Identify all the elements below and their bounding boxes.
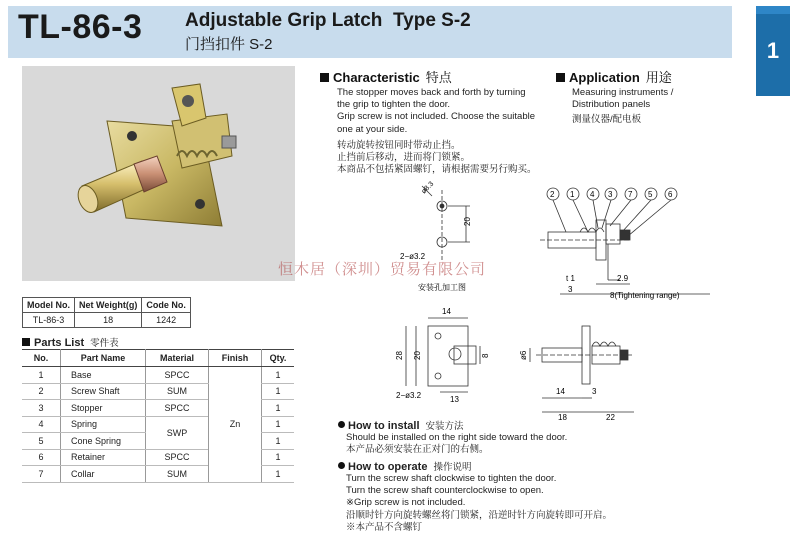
callout-2: 2 [550,190,555,199]
finish-cell: Zn [209,367,262,483]
callout-5: 5 [648,190,653,199]
product-title-cn: 门挡扣件 S-2 [185,36,273,53]
characteristic-heading: Characteristic 特点 [320,67,452,86]
how-install-text: Should be installed on the right side toward the door. 本产品必须安装在正对门的右侧。 [346,432,568,456]
callout-3: 3 [608,190,613,199]
hole-label: 安装孔加工图 [418,283,466,292]
col-material: Material [146,350,209,367]
dim-22: 22 [606,413,615,420]
dim-t1: t 1 [566,274,575,283]
bullet-dot-icon [338,462,345,469]
dim-20: 20 [463,217,472,226]
table-row: 2 Screw Shaft SUM 1 [22,383,294,400]
model-header: Model No. [23,298,75,313]
how-operate-heading: How to operate 操作说明 [338,459,471,473]
parts-table [22,349,294,483]
product-photo [22,66,295,281]
bullet-dot-icon [338,421,345,428]
dim-13: 13 [450,395,459,404]
section-square-icon [22,338,30,346]
col-qty: Qty. [262,350,295,367]
product-title-en: Adjustable Grip Latch Type S-2 [185,10,471,31]
characteristic-text: The stopper moves back and forth by turning the grip to tighten the door. Grip screw is not included. Choose the suitable one at your side. 转动旋转按钮同时带动止挡。 止挡前后移动，进而将门锁紧。 本商品不包括紧固螺钉，请根据需要另行购买。 [337,87,537,176]
dim-18: 18 [558,413,567,420]
dim-tighten: 8(Tightening range) [610,291,680,300]
callout-1: 1 [570,190,575,199]
model-number-title: TL-86-3 [18,8,143,46]
dim-2-9: 2.9 [617,274,629,283]
weight-value: 18 [75,313,142,328]
table-row: 6 Retainer SPCC 1 [22,449,294,466]
dim-dia6: ø6 [519,350,528,360]
code-value: 1242 [142,313,191,328]
dim-14-side: 14 [556,387,565,396]
code-header: Code No. [142,298,191,313]
dim-8: 8 [481,353,490,358]
dim-holes-b: 2−ø3.2 [396,391,422,400]
side-tab-stripe [756,6,790,14]
table-row: 7 Collar SUM 1 [22,466,294,483]
dim-14-top: 14 [442,307,451,316]
model-table [22,297,191,328]
dim-3-side: 3 [592,387,597,396]
watermark-text: 恒木居（深圳）贸易有限公司 [278,261,487,278]
parts-list-heading: Parts List 零件表 [22,335,119,349]
col-finish: Finish [209,350,262,367]
how-operate-text: Turn the screw shaft clockwise to tighten the door. Turn the screw shaft counterclockwise to open. ※Grip screw is not included. 沿顺时针方向旋转螺丝将门锁紧，沿逆时针方向旋转即可开启。 ※本产品不含螺钉 [346,473,613,533]
technical-drawing [330,180,750,420]
latch-illustration [22,66,295,281]
col-part-name: Part Name [61,350,146,367]
dim-3: 3 [568,285,573,294]
table-row: 1 Base SPCC Zn 1 [22,367,294,384]
model-value: TL-86-3 [23,313,75,328]
dim-dia-top: ø8.3 [420,180,436,196]
callout-6: 6 [668,190,673,199]
col-no: No. [22,350,61,367]
weight-header: Net Weight(g) [75,298,142,313]
table-row: 4 Spring SWP 1 [22,416,294,433]
callout-4: 4 [590,190,595,199]
table-row: 3 Stopper SPCC 1 [22,400,294,417]
callout-7: 7 [628,190,633,199]
section-square-icon [556,73,565,82]
dim-20b: 20 [413,351,422,360]
dim-holes-a: 2−ø3.2 [400,252,426,261]
dim-28: 28 [395,351,404,360]
section-square-icon [320,73,329,82]
side-tab-number: 1 [766,38,780,63]
application-text: Measuring instruments / Distribution panels 测量仪器/配电板 [572,87,674,126]
application-heading: Application 用途 [556,67,672,86]
table-row: 5 Cone Spring 1 [22,433,294,450]
how-install-heading: How to install 安装方法 [338,418,464,432]
